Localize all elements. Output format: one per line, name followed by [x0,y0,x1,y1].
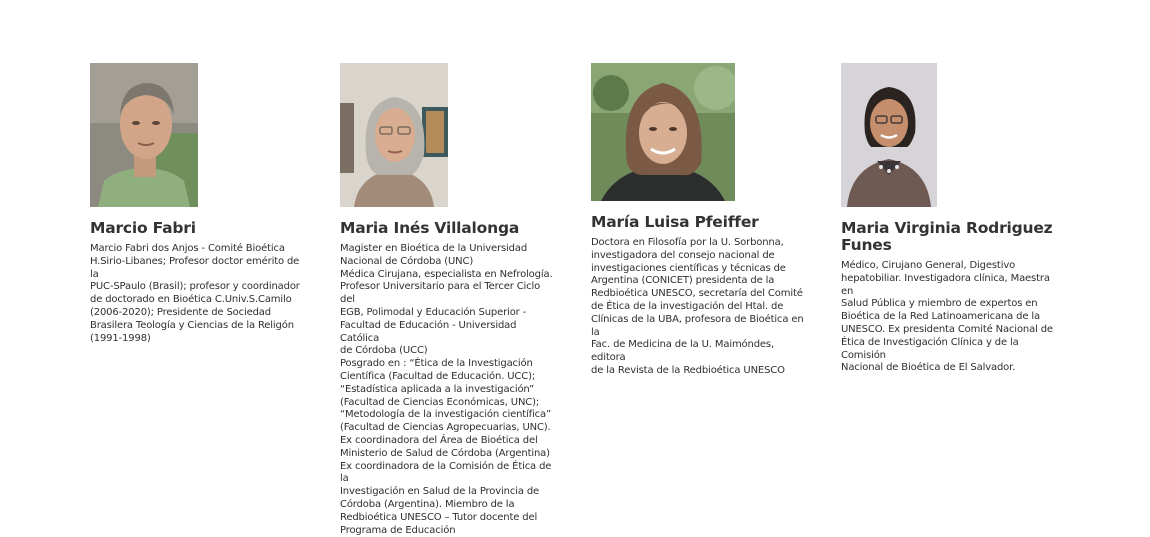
person-bio: Magister en Bioética de la Universidad Nacional de Córdoba (UNC) Médica Cirujana, especialista en Nefrología. Profesor Universitario para el Tercer Ciclo del EGB, Polimodal y Educación Superior - Facultad de Educación - Universidad Católica de Córdoba (UCC) Posgrado en : “Ética de la Investigación Científica (Facultad de Educación. UCC); “Estadística aplicada a la investigación” (Facultad de Ciencias Económicas, UNC); “Metodología de la investigación científica” (Facultad de Ciencias Agropecuarias, UNC). Ex coordinadora del Área de Bioética del Ministerio de Salud de Córdoba (Argentina) Ex coordinadora de la Comisión de Ética de la Investigación en Salud de la Provincia de Córdoba (Argentina). Miembro de la Redbioética UNESCO – Tutor docente del Programa de Educación [340,243,553,536]
person-name: Marcio Fabri [90,219,196,237]
portrait-photo [340,63,448,207]
portrait-photo [591,63,735,201]
person-bio: Marcio Fabri dos Anjos - Comité Bioética H.Sirio-Libanes; Profesor doctor emérito de la PUC-SPaulo (Brasil); profesor y coordinador de doctorado en Bioética C.Univ.S.Camilo (2006-2020); Presidente de Sociedad Brasilera Teología y Ciencias de la Religón (1991-1998) [90,243,300,344]
person-name: Maria Virginia Rodriguez Funes [841,219,1053,254]
person-bio: Médico, Cirujano General, Digestivo hepatobiliar. Investigadora clínica, Maestra en Salud Pública y miembro de expertos en Bioética de la Red Latinoamericana de la UNESCO. Ex presidenta Comité Nacional de Ética de Investigación Clínica y de la Comisión Nacional de Bioética de El Salvador. [841,260,1053,374]
person-bio: Doctora en Filosofía por la U. Sorbonna, investigadora del consejo nacional de investigaciones científicas y técnicas de Argentina (CONICET) presidenta de la Redbioética UNESCO, secretaría del Comité de Ética de la investigación del Htal. de Clínicas de la UBA, profesora de Bioética en la Fac. de Medicina de la U. Maimóndes, editora de la Revista de la Redbioética UNESCO [591,237,804,376]
profile-card-marcio-fabri [90,63,305,345]
portrait-photo [90,63,198,207]
portrait-photo [841,63,937,207]
person-name: María Luisa Pfeiffer [591,213,759,231]
profile-card-maria-luisa-pfeiffer [591,63,806,378]
profile-card-maria-virginia-rodriguez-funes [841,63,1056,375]
profile-card-maria-ines-villalonga [340,63,555,537]
person-name: Maria Inés Villalonga [340,219,520,237]
